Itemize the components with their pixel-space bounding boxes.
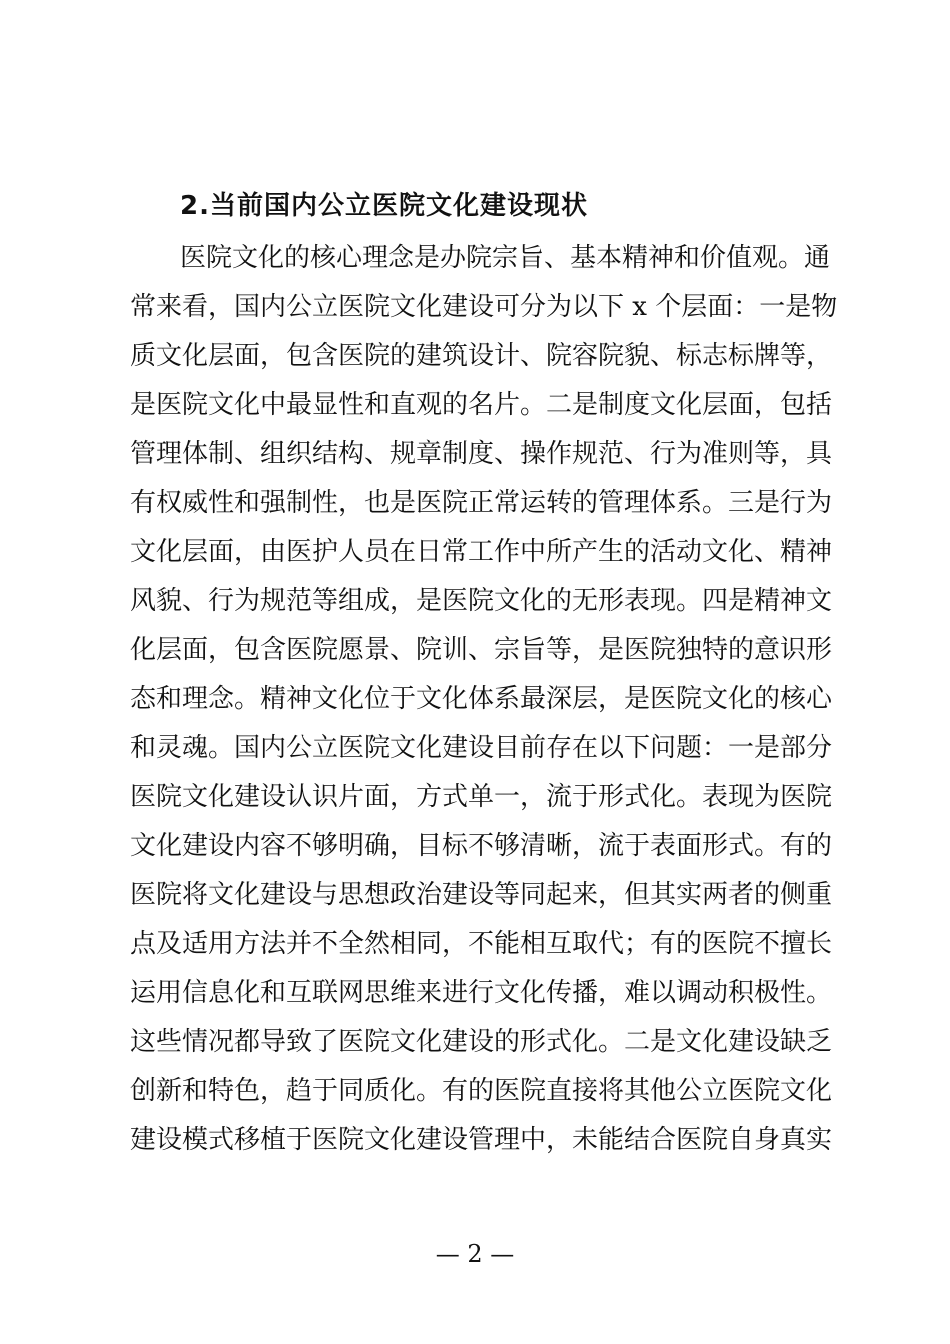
- paragraph-line: 建设模式移植于医院文化建设管理中，未能结合医院自身真实: [130, 1125, 833, 1155]
- page-number: — 2 —: [435, 1240, 515, 1268]
- paragraph-line: 医院将文化建设与思想政治建设等同起来，但其实两者的侧重: [130, 880, 833, 910]
- paragraph-line: 质文化层面，包含医院的建筑设计、院容院貌、标志标牌等，: [130, 341, 833, 371]
- paragraph-line: 态和理念。精神文化位于文化体系最深层，是医院文化的核心: [130, 684, 833, 714]
- paragraph-line: 文化层面，由医护人员在日常工作中所产生的活动文化、精神: [130, 537, 833, 567]
- paragraph-line: 医院文化的核心理念是办院宗旨、基本精神和价值观。通: [180, 243, 831, 273]
- paragraph-line: 医院文化建设认识片面，方式单一，流于形式化。表现为医院: [130, 782, 833, 812]
- paragraph-line: 和灵魂。国内公立医院文化建设目前存在以下问题：一是部分: [130, 733, 833, 763]
- paragraph-line: 有权威性和强制性，也是医院正常运转的管理体系。三是行为: [130, 488, 833, 518]
- paragraph-line: 化层面，包含医院愿景、院训、宗旨等，是医院独特的意识形: [130, 635, 833, 665]
- paragraph-line: 管理体制、组织结构、规章制度、操作规范、行为准则等，具: [130, 439, 833, 469]
- paragraph-line: 文化建设内容不够明确，目标不够清晰，流于表面形式。有的: [130, 831, 833, 861]
- paragraph-line: 运用信息化和互联网思维来进行文化传播，难以调动积极性。: [130, 978, 833, 1008]
- paragraph-line: 风貌、行为规范等组成，是医院文化的无形表现。四是精神文: [130, 586, 833, 616]
- paragraph-line: 创新和特色，趋于同质化。有的医院直接将其他公立医院文化: [130, 1076, 833, 1106]
- paragraph-line: 是医院文化中最显性和直观的名片。二是制度文化层面，包括: [130, 390, 833, 420]
- paragraph-line: 常来看，国内公立医院文化建设可分为以下 x 个层面：一是物: [130, 292, 838, 322]
- section-heading: 2.当前国内公立医院文化建设现状: [180, 191, 588, 221]
- paragraph-line: 点及适用方法并不全然相同，不能相互取代；有的医院不擅长: [130, 929, 833, 959]
- paragraph-line: 这些情况都导致了医院文化建设的形式化。二是文化建设缺乏: [130, 1027, 833, 1057]
